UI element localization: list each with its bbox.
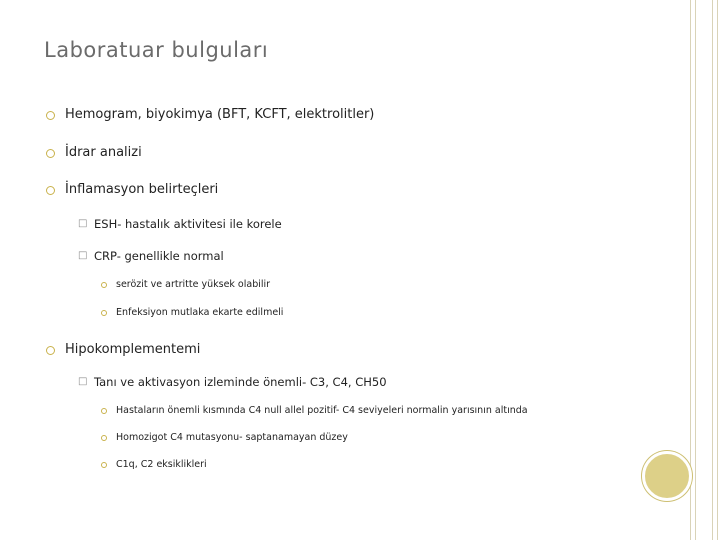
bullet-text: ESH- hastalık aktivitesi ile korele [94,217,282,231]
bullet-circle-icon [46,111,55,120]
bullet-text: C1q, C2 eksiklikleri [116,459,207,470]
bullet-dot-icon [101,282,107,288]
bullet-circle-icon [46,149,55,158]
bullet-square-icon: □ [78,250,88,261]
bullet-text: serözit ve artritte yüksek olabilir [116,279,271,290]
bullet-dot-icon [101,462,107,468]
bullet-text: Homozigot C4 mutasyonu- saptanamayan düzey [116,432,348,443]
frame-line [690,0,691,540]
bullet-text: Tanı ve aktivasyon izleminde önemli- C3, C4, CH50 [94,375,387,389]
bullet-square-icon: □ [78,376,88,387]
title-text: Laboratuar bulguları [44,38,269,62]
bullet-circle-icon [46,346,55,355]
bullet-text: Enfeksiyon mutlaka ekarte edilmeli [116,307,284,318]
frame-line [695,0,696,540]
bullet-dot-icon [101,435,107,441]
frame-line [717,0,718,540]
frame-line [712,0,713,540]
decorative-circle [642,451,692,501]
bullet-dot-icon [101,310,107,316]
bullet-text: Hastaların önemli kısmında C4 null allel pozitif- C4 seviyeleri normalin yarısının altında [116,405,528,416]
bullet-dot-icon [101,408,107,414]
bullet-text: İnflamasyon belirteçleri [65,182,219,197]
bullet-text: İdrar analizi [65,145,142,160]
bullet-text: Hemogram, biyokimya (BFT, KCFT, elektrolitler) [65,107,375,122]
bullet-square-icon: □ [78,218,88,229]
right-frame-decoration [690,0,718,540]
bullet-text: CRP- genellikle normal [94,249,224,263]
slide-title [44,38,268,62]
bullet-text: Hipokomplementemi [65,342,201,357]
bullet-circle-icon [46,186,55,195]
